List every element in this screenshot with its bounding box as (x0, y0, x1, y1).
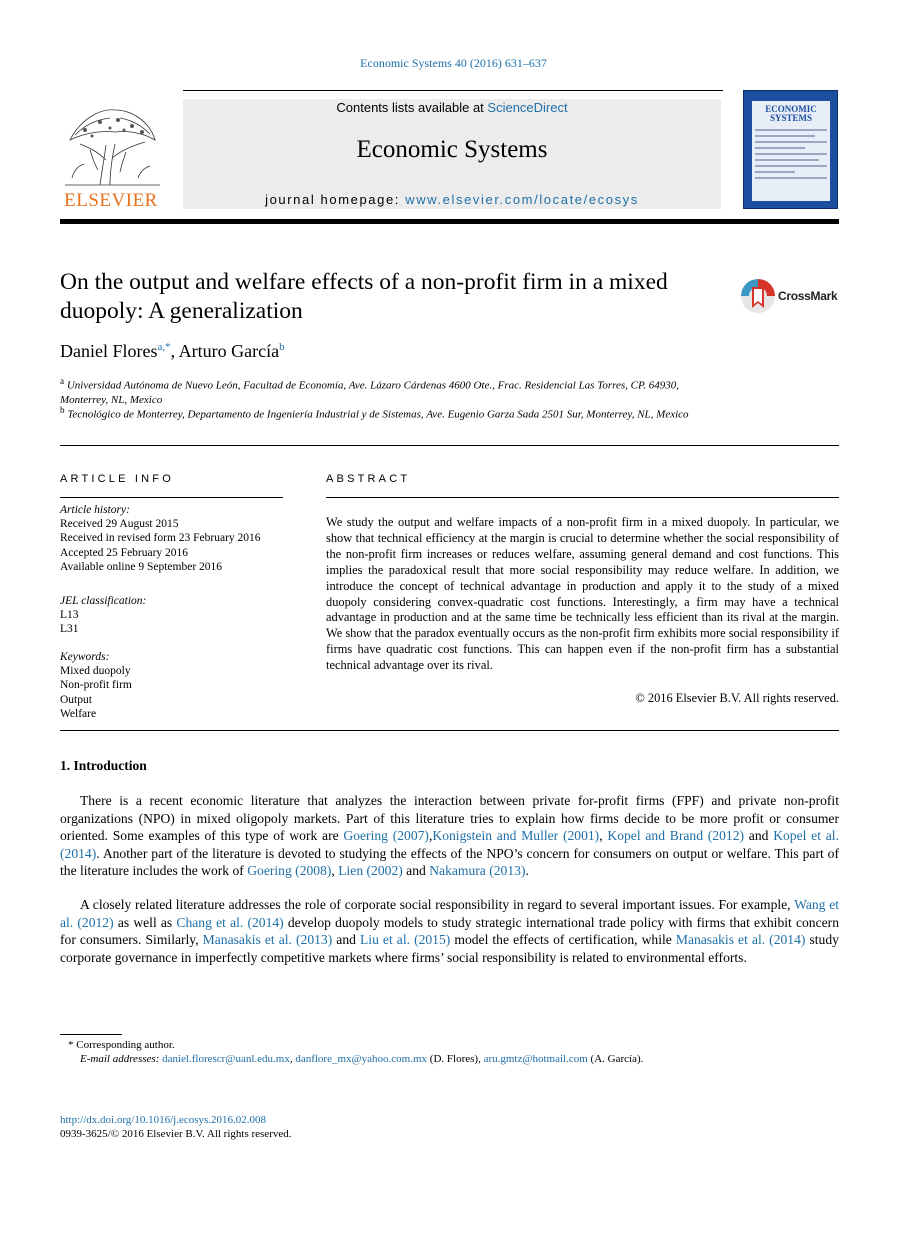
affiliation-text: Tecnológico de Monterrey, Departamento de Ingeniería Industrial y de Sistemas, Ave. Eugenio Garza Sada 2501 Sur, Monterrey, NL, Mexico (67, 408, 689, 421)
citation-link[interactable]: Manasakis et al. (2014) (675, 932, 806, 948)
citation-link[interactable]: Goering (2007) (343, 828, 429, 844)
masthead-top-rule (183, 90, 723, 91)
article-title: On the output and welfare effects of a non-profit firm in a mixed duopoly: A generalization (60, 269, 668, 324)
masthead-bottom-rule (60, 219, 839, 224)
email-link[interactable]: daniel.florescr@uanl.edu.mx (162, 1053, 290, 1065)
cover-page (752, 101, 830, 201)
body-paragraph (60, 896, 839, 966)
body-paragraph (60, 792, 839, 880)
section-heading: 1. Introduction (60, 758, 147, 773)
article-info-rule (60, 497, 283, 498)
paragraph-text: . Another part of the literature is devoted to studying the effects of the NPO’s concern for consumers on output or welfare. This part of the literature includes the work of (60, 845, 839, 879)
email-label: E-mail addresses: (80, 1053, 160, 1065)
email-link[interactable]: aru.gmtz@hotmail.com (483, 1053, 588, 1065)
paragraph-text: model the effects of certification, while (450, 932, 676, 948)
author-separator: , (170, 341, 179, 361)
history-entry: Available online 9 September 2016 (60, 560, 223, 573)
doi-link[interactable]: http://dx.doi.org/10.1016/j.ecosys.2016.02.008 (60, 1114, 267, 1126)
affiliation-mark: a (60, 376, 65, 386)
author-affiliation-mark[interactable]: a,* (157, 341, 171, 353)
email-footnote (80, 1053, 643, 1065)
cover-title: ECONOMIC SYSTEMS (765, 104, 817, 123)
journal-cover-thumbnail[interactable] (743, 90, 838, 209)
jel-label: JEL classification: (60, 595, 147, 607)
keyword: Non-profit firm (60, 679, 132, 692)
paragraph-text: develop duopoly models to study strategic international trade policy with firms that exhibit concern for consumers. Similarly, (60, 914, 839, 948)
corresponding-author-note (68, 1039, 175, 1051)
citation-link[interactable]: Lien (2002) (338, 863, 403, 879)
separator: , (289, 1053, 296, 1065)
paragraph-text: and (402, 863, 430, 879)
author-name[interactable]: Daniel Flores (60, 341, 158, 361)
abstract-heading: ABSTRACT (326, 473, 411, 485)
author-name[interactable]: Arturo García (178, 341, 280, 361)
email-owner: (A. García) (590, 1053, 641, 1065)
citation-link[interactable]: Wang et al. (2012) (60, 897, 839, 930)
jel-code: L13 (60, 609, 79, 622)
jel-code: L31 (60, 623, 79, 636)
abstract-copyright: © 2016 Elsevier B.V. All rights reserved. (635, 691, 839, 705)
journal-homepage-line (183, 192, 721, 207)
corresponding-author-text: Corresponding author. (76, 1039, 175, 1051)
citation-link[interactable]: Manasakis et al. (2013) (202, 932, 333, 948)
affiliation-text: Universidad Autónoma de Nuevo León, Facultad de Economía, Ave. Lázaro Cárdenas 4600 Ote., Frac. Residencial Las Torres, CP. 64930, Monterrey, NL, Mexico (60, 379, 680, 407)
paragraph-text: study corporate governance in imperfectly competitive markets where firms’ social responsibility is related to environmental efforts. (60, 932, 839, 965)
paragraph-text: and (744, 828, 774, 844)
affiliation-mark: b (60, 405, 65, 415)
period: . (640, 1053, 644, 1065)
sciencedirect-link[interactable]: ScienceDirect (487, 100, 568, 115)
paragraph-text: A closely related literature addresses the role of corporate social responsibility in regard to several important issues. For example, (80, 897, 795, 912)
jel-classification (60, 594, 290, 637)
paragraph-text: , (428, 828, 433, 844)
author-affiliation-mark[interactable]: b (279, 341, 285, 353)
citation-link[interactable]: Liu et al. (2015) (360, 932, 451, 948)
crossmark-label[interactable]: CrossMark (778, 289, 838, 303)
footnote-star: * (68, 1039, 74, 1051)
keyword: Mixed duopoly (60, 665, 131, 678)
abstract-rule (326, 497, 839, 498)
article-info-heading: ARTICLE INFO (60, 473, 174, 485)
author-list (60, 341, 285, 362)
paragraph-text: . (525, 863, 529, 879)
journal-reference[interactable]: Economic Systems 40 (2016) 631–637 (360, 56, 547, 70)
separator: , (478, 1053, 484, 1065)
publisher-wordmark: ELSEVIER (64, 190, 158, 211)
issn-copyright: 0939-3625/© 2016 Elsevier B.V. All rights reserved. (60, 1128, 292, 1140)
article-history-label: Article history: (60, 504, 130, 516)
citation-link[interactable]: Chang et al. (2014) (176, 914, 284, 930)
paragraph-text: as well as (113, 914, 177, 930)
paragraph-text: , (599, 828, 608, 844)
history-entry: Accepted 25 February 2016 (60, 546, 189, 559)
article-history (60, 503, 290, 574)
homepage-link[interactable]: www.elsevier.com/locate/ecosys (405, 192, 639, 207)
citation-link[interactable]: Goering (2008) (247, 863, 332, 879)
paragraph-text: , (331, 863, 339, 879)
keyword: Welfare (60, 707, 97, 720)
history-entry: Received in revised form 23 February 2016 (60, 532, 261, 545)
affiliation (60, 403, 710, 422)
citation-link[interactable]: Kopel et al. (2014) (60, 828, 839, 861)
keywords (60, 650, 290, 721)
history-entry: Received 29 August 2015 (60, 518, 179, 531)
paragraph-text: and (332, 932, 360, 948)
citation-link[interactable]: Kopel and Brand (2012) (607, 828, 745, 844)
homepage-prefix: journal homepage: (265, 192, 406, 207)
keywords-label: Keywords: (60, 651, 110, 663)
keyword: Output (60, 693, 92, 706)
paragraph-text: There is a recent economic literature that analyzes the interaction between private for-profit firms (FPF) and private non-profit organizations (NPO) in mixed oligopoly markets. Part of this literature tries to explain how firms decide to be more profit or consumer oriented. Some examples of this type of work are (60, 793, 839, 844)
footnote-rule (60, 1034, 122, 1035)
email-owner: (D. Flores) (429, 1053, 479, 1065)
contents-prefix: Contents lists available at (336, 100, 488, 115)
affiliation-rule (60, 445, 839, 446)
body-rule (60, 730, 839, 731)
email-link[interactable]: danflore_mx@yahoo.com.mx (295, 1053, 428, 1065)
citation-link[interactable]: Nakamura (2013) (429, 863, 526, 879)
contents-line (183, 100, 721, 115)
abstract-text: We study the output and welfare impacts of a non-profit firm in a mixed duopoly. In particular, we show that technical efficiency at the margin is crucial to determine whether the social responsibility of the non-profit firm increases or reduces welfare, assuming general demand and cost functions. This implies the paradoxical result that more social responsibility may reduce welfare. In addition, we introduce the concept of technical advantage in production and apply it to the study of a mixed duopoly considering convex-quadratic cost functions. Interestingly, a firm may have a technical advantage in production and at the same time be technically less efficient than its rival at the margin. We show that the paradox eventually occurs as the non-profit firm exhibits more social responsibility if firms have quadratic cost functions. This can happen even if the non-profit firm has a substantial technical advantage over its rival. (326, 515, 839, 673)
journal-name: Economic Systems (356, 136, 548, 163)
citation-link[interactable]: Konigstein and Muller (2001) (432, 828, 600, 844)
